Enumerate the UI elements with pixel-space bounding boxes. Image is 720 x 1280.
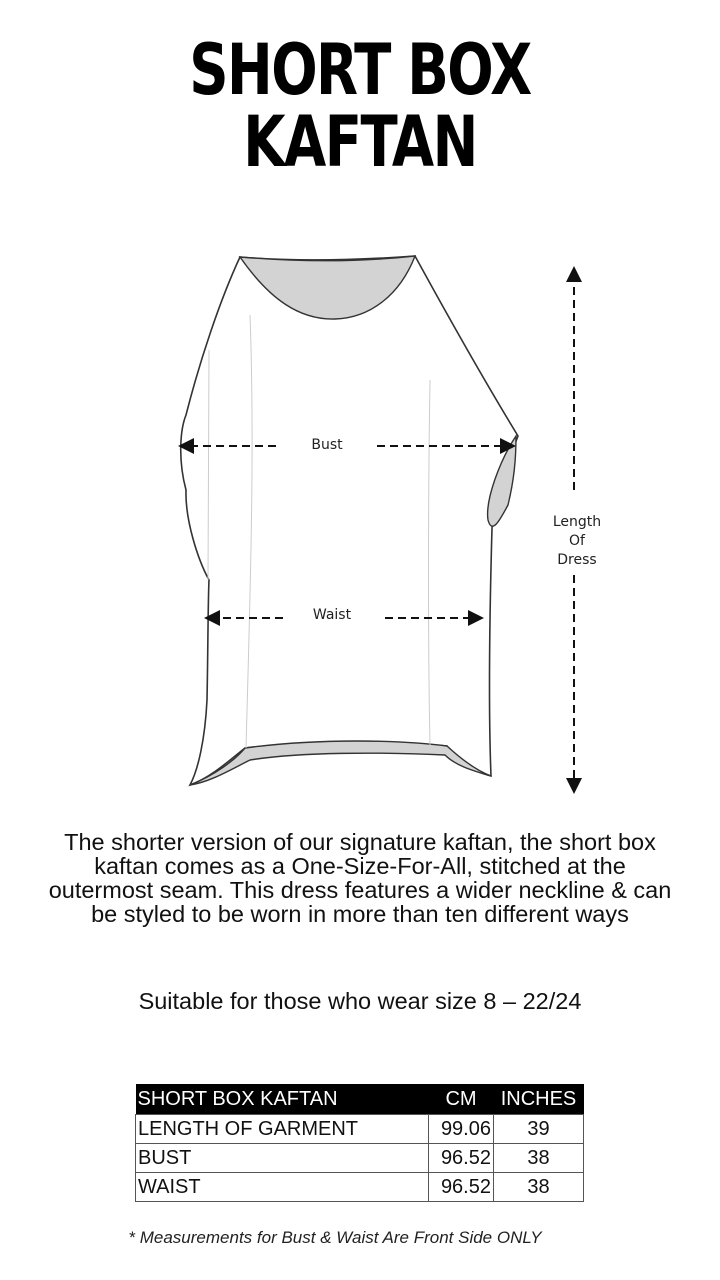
header-garment: SHORT BOX KAFTAN (136, 1084, 429, 1115)
product-description: The shorter version of our signature kaftan, the short box kaftan comes as a One-Size-For-All, stitched at the outermost seam. This dress features a wider neckline & can be styled to be worn in more than ten different ways (48, 829, 672, 927)
title-line-2: KAFTAN (243, 101, 477, 183)
table-header-row (136, 1084, 584, 1115)
measurements-table (135, 1084, 584, 1202)
table-row (136, 1144, 584, 1173)
hem (190, 741, 491, 785)
garment-outline (181, 256, 518, 785)
size-suitability: Suitable for those who wear size 8 – 22/24 (138, 988, 582, 1014)
cell-cm: 99.06 (429, 1115, 494, 1144)
header-cm: CM (429, 1084, 494, 1115)
footnote: * Measurements for Bust & Waist Are Front Side ONLY (128, 1228, 542, 1247)
length-label (540, 513, 614, 570)
cell-measure: LENGTH OF GARMENT (136, 1115, 429, 1144)
cell-cm: 96.52 (429, 1144, 494, 1173)
waist-label: Waist (312, 607, 352, 623)
cell-cm: 96.52 (429, 1173, 494, 1202)
armhole (488, 436, 516, 526)
bust-label: Bust (311, 437, 343, 453)
cell-measure: BUST (136, 1144, 429, 1173)
length-label-line: Dress (557, 552, 597, 568)
cell-inches: 38 (494, 1173, 584, 1202)
cell-inches: 39 (494, 1115, 584, 1144)
title-line-1: SHORT BOX (189, 29, 531, 111)
table-row (136, 1115, 584, 1144)
header-inches: INCHES (494, 1084, 584, 1115)
neckline (240, 256, 415, 319)
length-label-line: Of (569, 533, 585, 549)
cell-measure: WAIST (136, 1173, 429, 1202)
table-row (136, 1173, 584, 1202)
length-label-line: Length (552, 514, 602, 530)
cell-inches: 38 (494, 1144, 584, 1173)
